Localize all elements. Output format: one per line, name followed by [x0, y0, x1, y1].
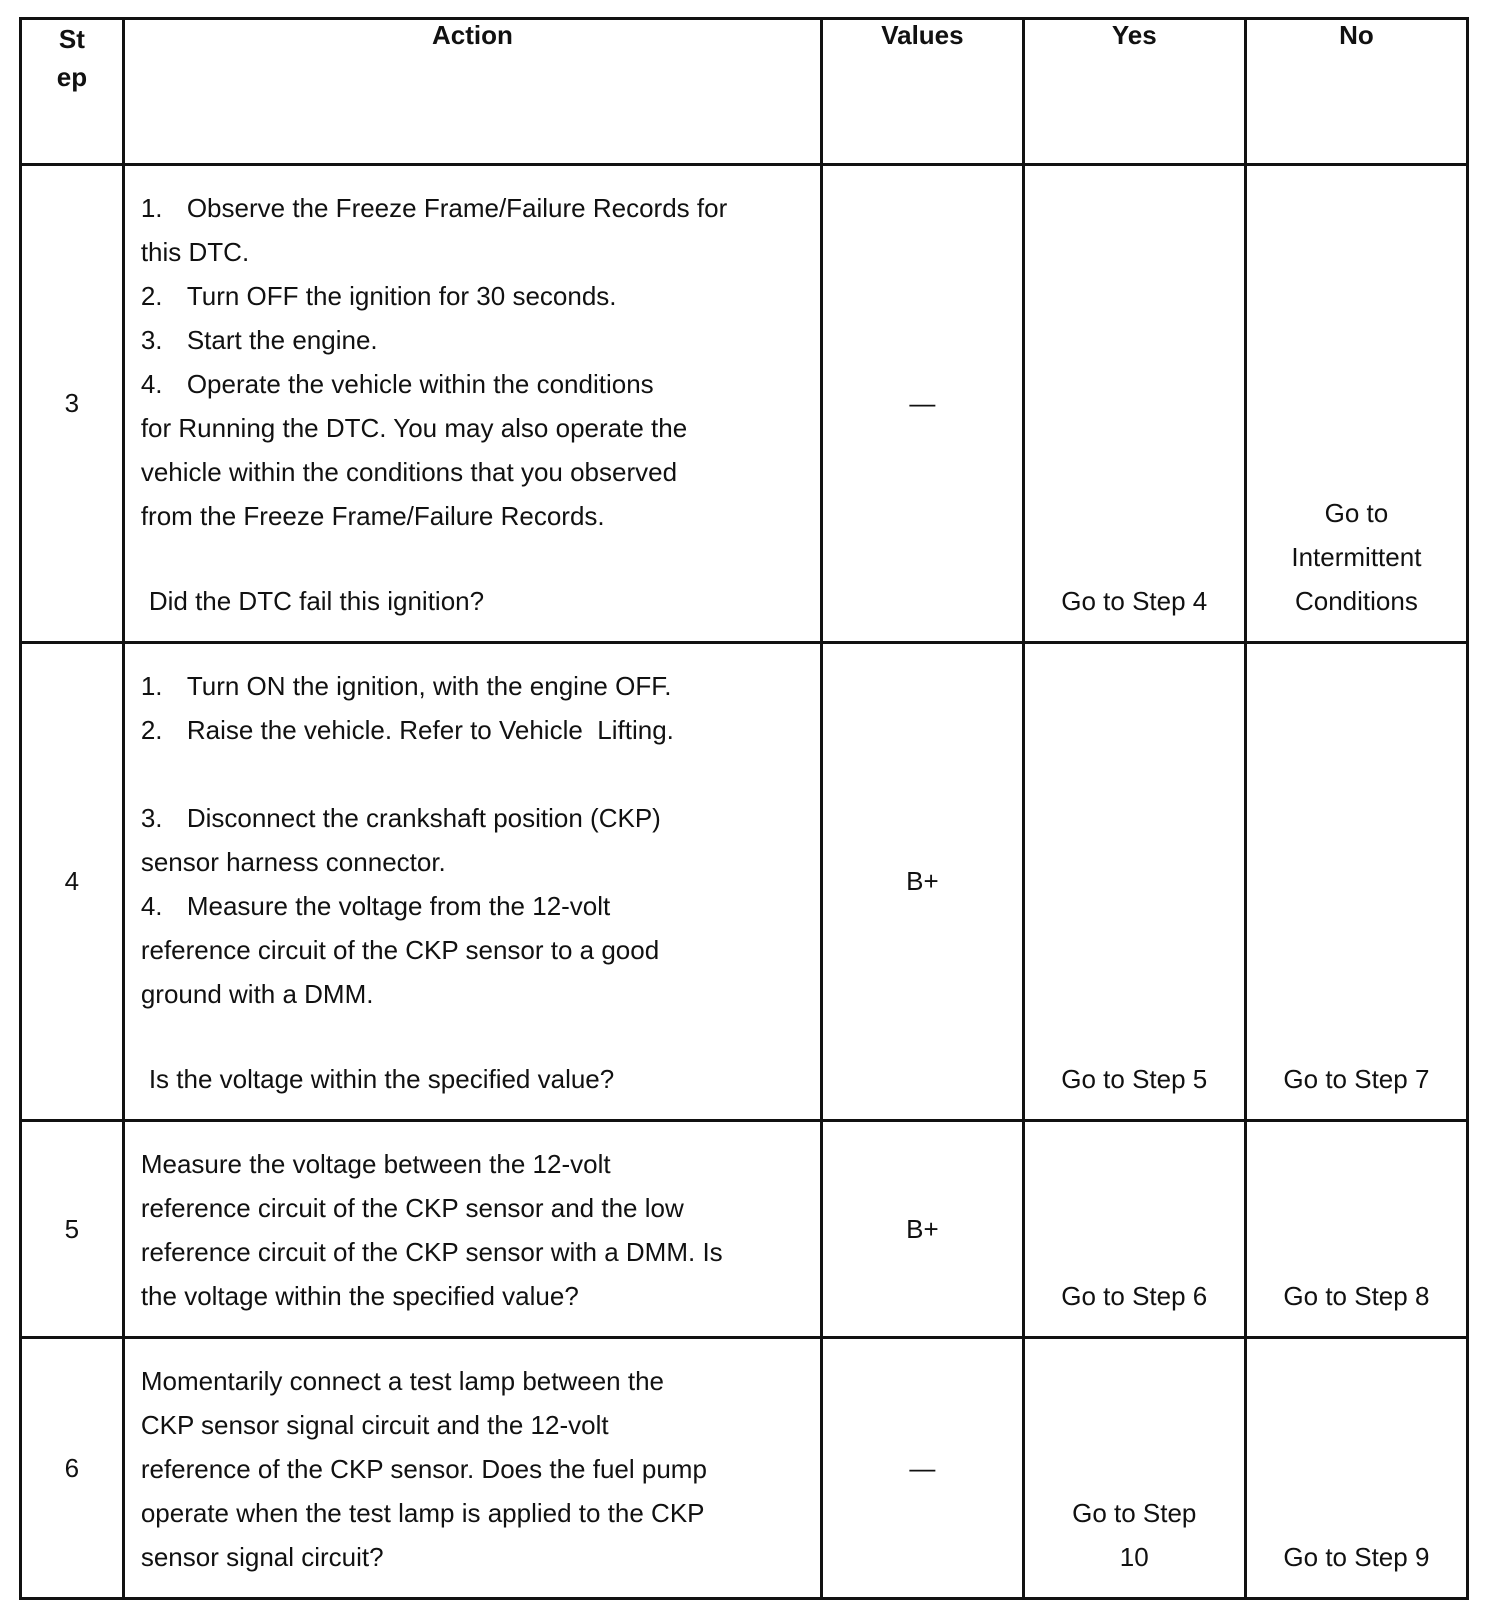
header-row — [21, 19, 1468, 165]
no-cell: Go to Intermittent Conditions — [1245, 165, 1467, 643]
action-line: 4. Measure the voltage from the 12-volt — [140, 891, 611, 921]
action-line: 3. Disconnect the crankshaft position (CKP) — [140, 803, 661, 833]
action-line: reference of the CKP sensor. Does the fuel pump — [140, 1454, 707, 1484]
values-cell: — — [822, 165, 1024, 643]
step-number: 5 — [21, 1121, 124, 1338]
action-line: ground with a DMM. — [140, 979, 374, 1009]
values-cell: B+ — [822, 643, 1024, 1121]
action-line: Measure the voltage between the 12-volt — [140, 1149, 611, 1179]
action-question: Is the voltage within the specified value? — [148, 1064, 615, 1094]
action-line: Momentarily connect a test lamp between the — [140, 1366, 664, 1396]
header-no: No — [1245, 19, 1467, 165]
header-step-line1: St — [58, 24, 85, 54]
header-action: Action — [123, 19, 821, 165]
action-cell — [123, 643, 821, 1121]
step-number: 6 — [21, 1338, 124, 1599]
action-cell — [123, 1338, 821, 1599]
action-line: 3. Start the engine. — [140, 325, 378, 355]
header-values: Values — [822, 19, 1024, 165]
header-step — [21, 19, 124, 165]
action-line: 4. Operate the vehicle within the conditions — [140, 369, 654, 399]
values-cell: B+ — [822, 1121, 1024, 1338]
no-cell: Go to Step 9 — [1245, 1338, 1467, 1599]
action-line: reference circuit of the CKP sensor and the low — [140, 1193, 684, 1223]
action-line: 2. Turn OFF the ignition for 30 seconds. — [140, 281, 617, 311]
action-line: 1. Turn ON the ignition, with the engine OFF. — [140, 671, 672, 701]
action-line: CKP sensor signal circuit and the 12-volt — [140, 1410, 609, 1440]
yes-cell: Go to Step 10 — [1023, 1338, 1245, 1599]
action-line: reference circuit of the CKP sensor with a DMM. Is — [140, 1237, 723, 1267]
values-cell: — — [822, 1338, 1024, 1599]
yes-cell: Go to Step 5 — [1023, 643, 1245, 1121]
action-line: 2. Raise the vehicle. Refer to Vehicle Lifting. — [140, 715, 674, 745]
action-line: sensor harness connector. — [140, 847, 446, 877]
yes-cell: Go to Step 4 — [1023, 165, 1245, 643]
header-step-line2: ep — [56, 62, 88, 92]
action-line: the voltage within the specified value? — [140, 1281, 579, 1311]
action-line: for Running the DTC. You may also operate the — [140, 413, 688, 443]
table-row — [21, 165, 1468, 643]
no-cell: Go to Step 8 — [1245, 1121, 1467, 1338]
no-cell: Go to Step 7 — [1245, 643, 1467, 1121]
action-line: operate when the test lamp is applied to the CKP — [140, 1498, 705, 1528]
step-number: 3 — [21, 165, 124, 643]
action-question: Did the DTC fail this ignition? — [148, 586, 485, 616]
action-line: this DTC. — [140, 237, 250, 267]
action-line: 1. Observe the Freeze Frame/Failure Records for — [140, 193, 728, 223]
header-yes: Yes — [1023, 19, 1245, 165]
action-line: reference circuit of the CKP sensor to a good — [140, 935, 660, 965]
action-line: vehicle within the conditions that you observed — [140, 457, 678, 487]
table-row — [21, 643, 1468, 1121]
table-row — [21, 1338, 1468, 1599]
diagnostic-table — [19, 17, 1469, 1600]
action-line: sensor signal circuit? — [140, 1542, 384, 1572]
step-number: 4 — [21, 643, 124, 1121]
yes-cell: Go to Step 6 — [1023, 1121, 1245, 1338]
action-cell — [123, 1121, 821, 1338]
table-row — [21, 1121, 1468, 1338]
action-cell — [123, 165, 821, 643]
action-line: from the Freeze Frame/Failure Records. — [140, 501, 605, 531]
